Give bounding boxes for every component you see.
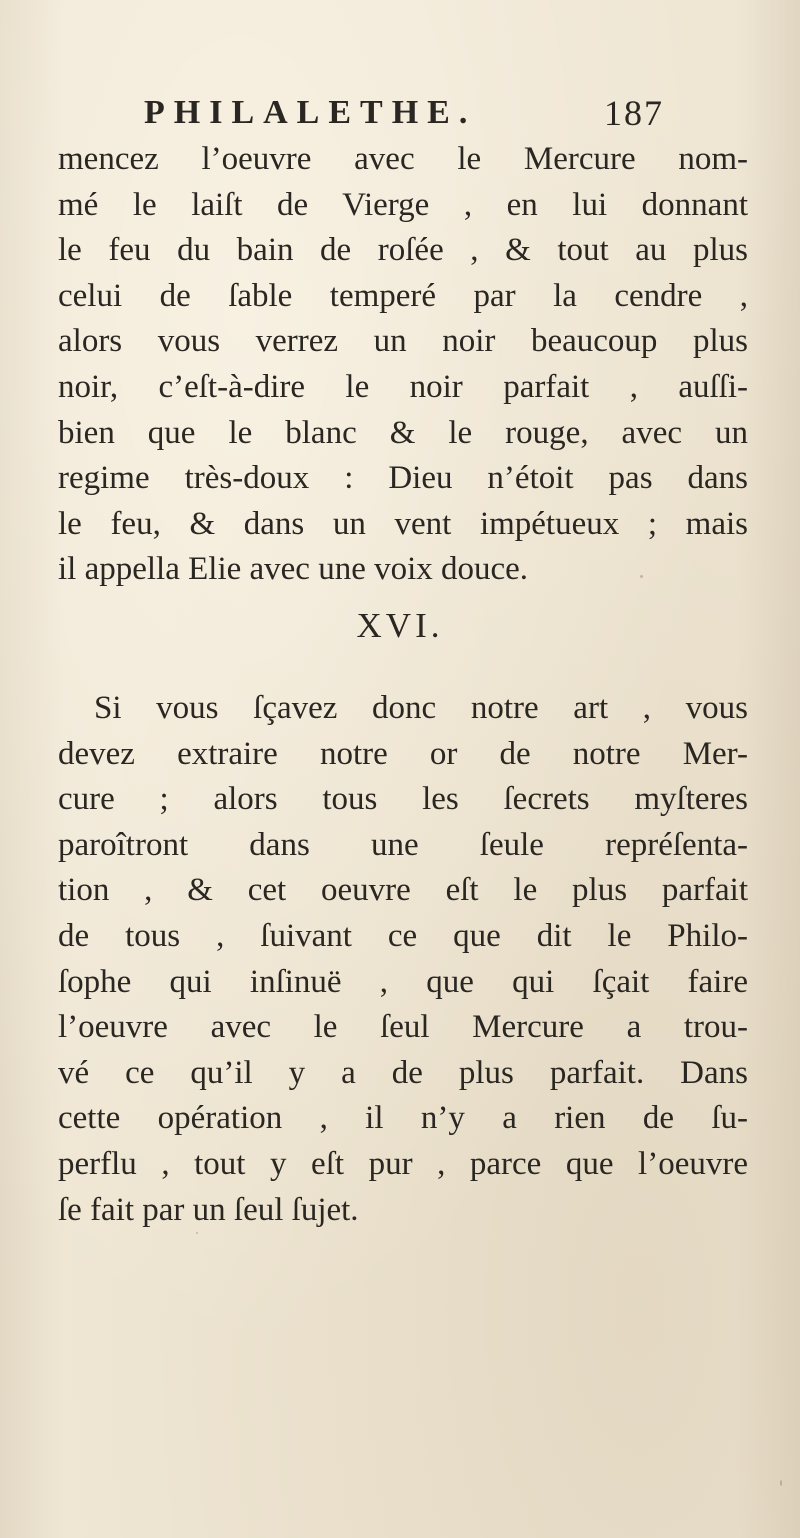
- text-line: devez extraire notre or de notre Mer-: [58, 735, 748, 772]
- paper-speck: [780, 1480, 782, 1486]
- text-line: noir, c’eſt-à-dire le noir parfait , auſſi-: [58, 368, 748, 405]
- running-title: PHILALETHE.: [144, 94, 477, 131]
- text-line: mencez l’oeuvre avec le Mercure nom-: [58, 141, 748, 177]
- text-line: celui de ſable temperé par la cendre ,: [58, 277, 748, 314]
- text-line: il appella Elie avec une voix douce.: [58, 551, 529, 588]
- text-line: mé le laiſt de Vierge , en lui donnant: [58, 186, 748, 223]
- running-head: [144, 90, 664, 136]
- text-line: de tous , ſuivant ce que dit le Philo-: [58, 917, 748, 954]
- page-number: 187: [604, 93, 664, 133]
- text-line: le feu, & dans un vent impétueux ; mais: [58, 505, 748, 542]
- text-line: cure ; alors tous les ſecrets myſteres: [58, 781, 748, 818]
- paragraph-1: [58, 137, 748, 593]
- text-line: Si vous ſçavez donc notre art , vous: [94, 690, 748, 726]
- text-line: le feu du bain de roſée , & tout au plus: [58, 232, 748, 269]
- text-line: ſophe qui inſinuë , que qui ſçait faire: [58, 963, 748, 1000]
- text-line: l’oeuvre avec le ſeul Mercure a trou-: [58, 1009, 748, 1046]
- text-line: ſe fait par un ſeul ſujet.: [58, 1191, 359, 1228]
- paper-speck: [60, 880, 62, 882]
- text-line: alors vous verrez un noir beaucoup plus: [58, 323, 748, 360]
- text-line: vé ce qu’il y a de plus parfait. Dans: [58, 1054, 748, 1091]
- section-heading: XVI.: [356, 606, 444, 645]
- text-line: paroîtront dans une ſeule repréſenta-: [58, 826, 748, 863]
- paragraph-2: [58, 686, 748, 1233]
- text-line: cette opération , il n’y a rien de ſu-: [58, 1100, 748, 1137]
- text-line: regime très-doux : Dieu n’étoit pas dans: [58, 460, 748, 497]
- text-line: perflu , tout y eſt pur , parce que l’oeuvre: [58, 1145, 748, 1182]
- text-line: tion , & cet oeuvre eſt le plus parfait: [58, 872, 748, 909]
- paper-speck: [196, 1232, 198, 1234]
- paper-speck: [640, 575, 643, 578]
- text-line: bien que le blanc & le rouge, avec un: [58, 414, 748, 451]
